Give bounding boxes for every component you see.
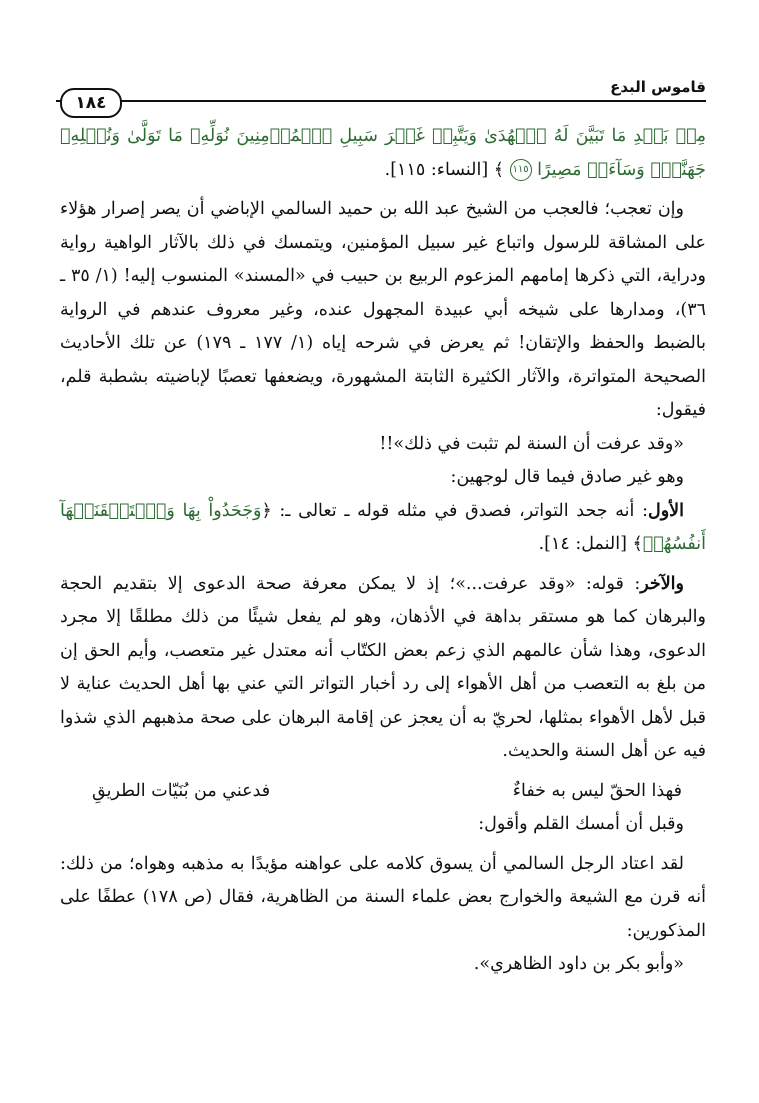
quran-verse-2-reference: ﴾ [النمل: ١٤]. [538, 534, 643, 554]
first-point-label: الأول [647, 500, 684, 521]
page-number: ١٨٤ [60, 88, 122, 118]
page-header [56, 72, 706, 112]
header-rule [56, 100, 706, 102]
quran-verse-1-line-1: مِنۢ بَعۡدِ مَا تَبَيَّنَ لَهُ ٱلۡهُدَىٰ وَيَتَّبِعۡ غَيۡرَ سَبِيلِ ٱلۡمُؤۡمِنِينَ نُوَلِّهِۦ مَا تَوَلَّىٰ وَنُصۡلِهِۦ جَهَنَّمَۖ [60, 126, 706, 180]
quote-1: «وقد عرفت أن السنة لم تثبت في ذلك»!! [379, 433, 684, 454]
first-point [60, 495, 706, 562]
ayah-number-mark: ١١٥ [510, 159, 532, 181]
running-title: قاموس البدع [610, 78, 706, 96]
second-point-text: : قوله: «وقد عرفت...»؛ إذ لا يمكن معرفة صحة الدعوى إلا بتقديم الحجة والبرهان كما هو مستقر بداهة في الأذهان، وهو لم يفعل شيئًا من ذلك مطلقًا إلا مجرد الدعوى، وهذا شأن عالمهم الذي زعم بعض الكتّاب أنه معتدل غير متعصب، وأيم الحق إن من بلغ به التعصب من أهل الأهواء إلى رد أخبار التواتر التي عني بها أهل الحديث عناية لا قبل لأهل الأهواء بمثلها، لحريّ به أن يعجز عن إقامة البرهان على صحة مذهبهم الذي شذوا فيه عن أهل السنة والحديث. [60, 573, 706, 761]
poem-first-hemistich: فهذا الحقّ ليس به خفاءٌ [512, 780, 682, 801]
paragraph-1: وإن تعجب؛ فالعجب من الشيخ عبد الله بن حميد السالمي الإباضي أن يصر إصرار هؤلاء على المشاقة للرسول واتباع غير سبيل المؤمنين، ويتمسك في ذلك بالآثار الواهية رواية ودراية، التي ذكرها إمامهم المزعوم الربيع بن حبيب في «المسند» المنسوب إليه! (١/ ٣٥ ـ ٣٦)، ومدارها على شيخه أبي عبيدة المجهول عنده، وغير معروف عندهم في الرواية بالضبط والحفظ والإتقان! ثم يعرض في شرحه إياه (١/ ١٧٧ ـ ١٧٩) عن تلك الأحاديث الصحيحة المتواترة، والآثار الكثيرة الثابتة المشهورة، ويضعفها تعصبًا لإباضيته بشطبة قلم، فيقول: [60, 199, 706, 420]
first-point-text: : أنه جحد التواتر، فصدق في مثله قوله ـ تعالى ـ: ﴿ [261, 500, 648, 521]
page-body [60, 120, 706, 982]
poem-verse [60, 775, 706, 809]
quote-2: «وأبو بكر بن داود الظاهري». [473, 954, 684, 974]
paragraph-2: وهو غير صادق فيما قال لوجهين: [450, 467, 684, 487]
poem-second-hemistich: فدعني من بُنَيّات الطريقِ [92, 780, 271, 801]
paragraph-3: وقبل أن أمسك القلم وأقول: [478, 814, 684, 834]
quran-verse-2: وَجَحَدُواْ بِهَا وَٱسۡتَيۡقَنَتۡهَآ أَنفُسُهُمۡ [60, 500, 706, 554]
second-point [60, 568, 706, 769]
second-point-label: والآخر [640, 573, 684, 594]
quran-verse-1-reference: ﴾ [النساء: ١١٥]. [384, 159, 504, 180]
quran-verse-1 [60, 120, 706, 187]
quran-verse-1-line-2: وَسَآءَتۡ مَصِيرًا [537, 159, 645, 180]
paragraph-4: لقد اعتاد الرجل السالمي أن يسوق كلامه على عواهنه مؤيدًا به مذهبه وهواه؛ من ذلك: أنه قرن مع الشيعة والخوارج بعض علماء السنة من الظاهرية، فقال (ص ١٧٨) عطفًا على المذكورين: [60, 853, 706, 941]
